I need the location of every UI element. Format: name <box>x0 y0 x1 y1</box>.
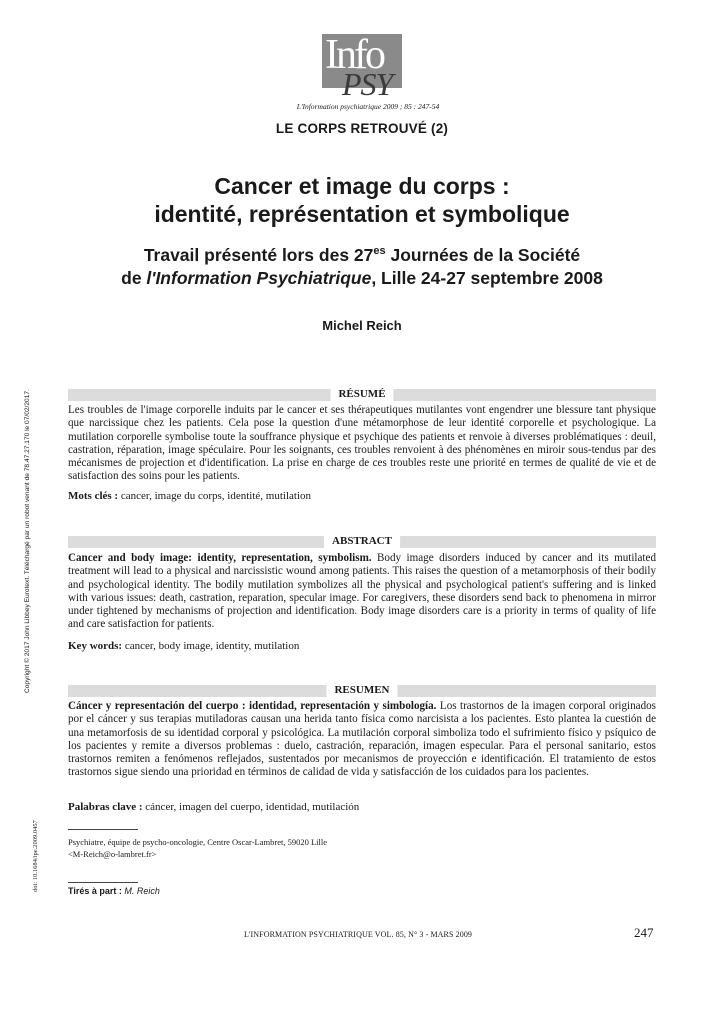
author-name: Michel Reich <box>322 318 402 333</box>
resumen-keywords-label: Palabras clave : <box>68 801 143 813</box>
resumen-keywords <box>68 801 656 814</box>
doi-text: doi: 10.1684/ipe.2009.0457 <box>32 820 39 892</box>
article-title-line2: identité, représentation et symbolique <box>154 201 570 227</box>
resumen-heading: RESUMEN <box>326 684 397 697</box>
journal-logo <box>322 32 402 102</box>
logo-word-info: Info <box>325 32 383 78</box>
resumen-text <box>68 700 656 780</box>
abstract-keywords-values: cancer, body image, identity, mutilation <box>122 640 300 652</box>
resume-heading-bar <box>68 389 656 401</box>
abstract-keywords-label: Key words: <box>68 640 123 652</box>
subtitle-suffix: , Lille 24-27 septembre 2008 <box>371 267 603 288</box>
subtitle-part2: Journées de la Société <box>385 244 581 265</box>
page-footer: L'INFORMATION PSYCHIATRIQUE VOL. 85, N° 3 - MARS 2009 <box>244 930 473 939</box>
abstract-text <box>68 552 656 632</box>
copyright-text: Copyright © 2017 John Libbey Eurotext. Téléchargé par un robot venant de 78.47.27.170 le 07/02/2017. <box>24 389 31 693</box>
copyright-sidebar <box>22 333 36 693</box>
doi-sidebar <box>30 802 42 892</box>
resume-heading: RÉSUMÉ <box>330 388 393 401</box>
abstract-heading: ABSTRACT <box>324 535 400 548</box>
abstract-body: Body image disorders induced by cancer and its mutilated treatment will lead to a physical and narcissistic wound among patients. This raises the question of a metamorphosis of their bodily and psychological identity. The bodily mutilation symbolizes all the physical and psychological patient's suffering and is linked with various issues: death, castration, reparation, specular image. For caregivers, these disorders send back to phenomena in mirror under tightened by mechanisms of projection and identification. Body image disorders care is a priority in terms of quality of life and care satisfaction for patients. <box>68 552 656 631</box>
resumen-body: Los trastornos de la imagen corporal originados por el cáncer y sus terapias mutiladoras causan una herida tanto física como narcisista a los pacientes. Esto plantea la cuestión de una metamorfosis de su identidad corporal y psicológica. La mutilación corporal simboliza todo el sufrimiento físico y psíquico de los pacientes y remite a diversos problemas : duelo, castración, reparación, imagen especular. Para el personal sanitario, estos trastornos remiten a fenómenos reflejados, sustentados por mecanismos de proyección e identificación. El tratamiento de estos trastornos sigue siendo una prioridad en términos de calidad de vida y satisfacción de los cuidados para los pacientes. <box>68 700 657 779</box>
subtitle-prefix: de <box>121 267 147 288</box>
subtitle-journal-name: l'Information Psychiatrique <box>146 267 372 288</box>
resume-keywords-label: Mots clés : <box>68 490 119 502</box>
subtitle-line2 <box>60 267 664 290</box>
author-affiliation <box>68 836 468 860</box>
article-title <box>60 172 664 228</box>
affiliation-line: Psychiatre, équipe de psycho-oncologie, Centre Oscar-Lambret, 59020 Lille <box>68 837 327 847</box>
article-subtitle <box>60 240 664 290</box>
subtitle-superscript: es <box>373 245 386 257</box>
reprints-divider <box>68 882 138 883</box>
reprints-label: Tirés à part : <box>68 886 122 896</box>
author-email: <M-Reich@o-lambret.fr> <box>68 849 157 859</box>
resumen-title: Cáncer y representación del cuerpo : identidad, representación y simbología. <box>68 700 437 712</box>
reprints-name: M. Reich <box>121 886 160 896</box>
resume-text: Les troubles de l'image corporelle induits par le cancer et ses thérapeutiques mutilantes vont engendrer une blessure tant physique que narcissique chez les patients. Cela pose la question d'une métamorphose de leur identité corporelle et psychologique. La mutilation corporelle symbolise toute la souffrance physique et psychique des patients et renvoie à diverses problématiques : deuil, castration, réparation, image spéculaire. Pour les soignants, ces troubles renvoient à des phénomènes en miroir sous-tendus par des mécanismes de projection et d'identification. La prise en charge de ces troubles reste une priorité en termes de qualité de vie et de satisfaction des soins pour les patients. <box>68 404 656 483</box>
journal-reference: L'Information psychiatrique 2009 ; 85 : 247-54 <box>296 102 440 111</box>
logo-word-psy: PSY <box>342 66 393 102</box>
resume-keywords-values: cancer, image du corps, identité, mutilation <box>118 490 312 502</box>
abstract-keywords <box>68 640 656 653</box>
subtitle-line1 <box>60 240 664 267</box>
abstract-title: Cancer and body image: identity, representation, symbolism. <box>68 552 372 564</box>
reprints-note <box>68 886 160 896</box>
section-title: LE CORPS RETROUVÉ (2) <box>275 121 449 136</box>
article-title-line1: Cancer et image du corps : <box>214 173 510 199</box>
footnote-divider <box>68 829 138 830</box>
resumen-heading-bar <box>68 685 656 697</box>
resume-keywords <box>68 490 656 503</box>
subtitle-part1: Travail présenté lors des 27 <box>143 244 374 265</box>
abstract-heading-bar <box>68 536 656 548</box>
resumen-keywords-values: cáncer, imagen del cuerpo, identidad, mutilación <box>142 801 360 813</box>
page-number: 247 <box>634 925 654 940</box>
